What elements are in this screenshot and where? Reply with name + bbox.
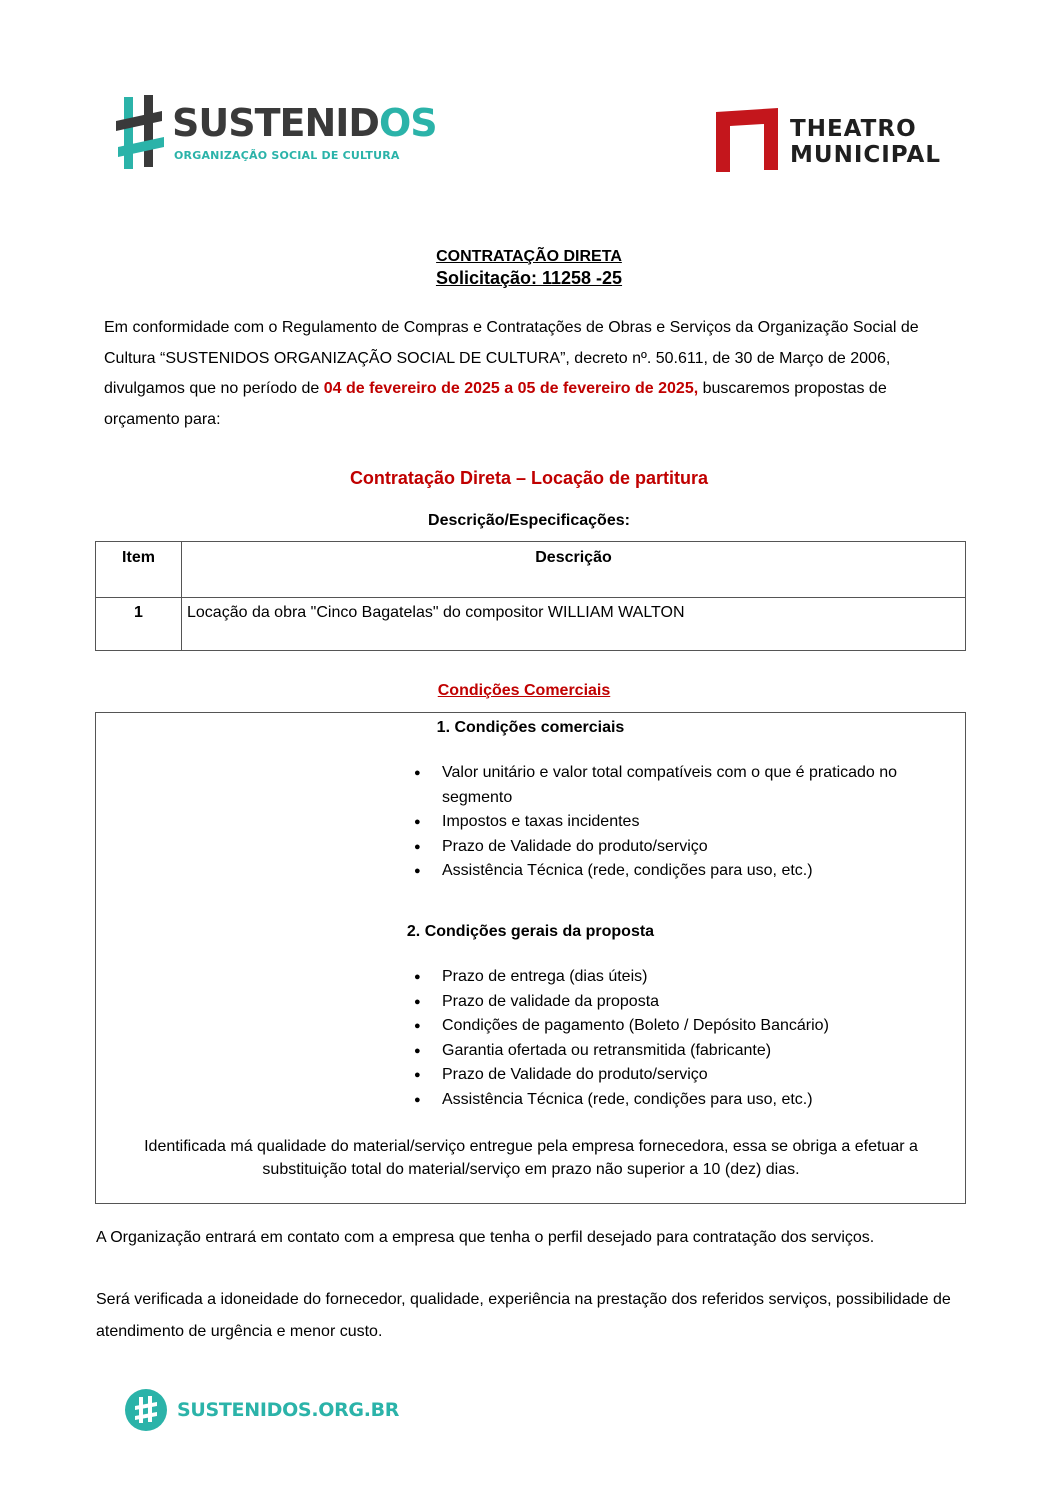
request-number: Solicitação: 11258 -25	[435, 268, 623, 288]
sustenidos-logo-name: SUSTENIDOS	[172, 101, 437, 145]
bullet-icon: ●	[414, 995, 421, 1008]
bullet-icon: ●	[414, 971, 421, 983]
intro-text-after: buscaremos propostas de orçamento para:	[104, 380, 887, 428]
commercial-list	[414, 761, 962, 884]
list-item: ● Garantia ofertada ou retransmitida (fabricante)	[442, 1039, 962, 1064]
table-header-row	[96, 542, 966, 598]
list-item: ● Prazo de entrega (dias úteis)	[442, 965, 962, 990]
list-item: ● Assistência Técnica (rede, condições para uso, etc.)	[442, 1088, 962, 1113]
bullet-icon: ●	[414, 1093, 421, 1106]
bullet-icon: ●	[414, 1069, 421, 1081]
sustenidos-logo-name-suffix: OS	[378, 101, 437, 145]
section-title: Contratação Direta – Locação de partitura	[349, 468, 709, 488]
list-item: ● Prazo de Validade do produto/serviço	[442, 1063, 962, 1088]
sustenidos-logo	[116, 95, 437, 171]
bullet-icon: ●	[414, 767, 421, 779]
closing-paragraph-2: Será verificada a idoneidade do fornecedor, qualidade, experiência na prestação dos referidos serviços, possibilidade de atendimento de urgência e menor custo.	[96, 1291, 951, 1340]
bullet-icon: ●	[414, 1044, 421, 1057]
row-item: 1	[96, 598, 182, 651]
items-table	[95, 541, 966, 651]
footer	[125, 1389, 400, 1433]
list-item: ● Valor unitário e valor total compatíveis com o que é praticado no segmento	[442, 761, 962, 810]
theatro-logo-line1: THEATRO	[790, 116, 917, 142]
general-heading: 2. Condições gerais da proposta	[406, 923, 655, 940]
quality-note: Identificada má qualidade do material/serviço entregue pela empresa fornecedora, essa se obriga a efetuar a substituição total do material/serviço em prazo não superior a 10 (dez) dias.	[144, 1138, 918, 1178]
theatro-municipal-logo	[716, 108, 956, 174]
intro-period: 04 de fevereiro de 2025 a 05 de fevereiro de 2025,	[323, 380, 699, 397]
sustenidos-logo-subtitle: ORGANIZAÇÃO SOCIAL DE CULTURA	[174, 149, 400, 162]
theatro-arch-icon	[716, 108, 780, 174]
footer-url[interactable]: SUSTENIDOS.ORG.BR	[177, 1399, 400, 1421]
list-item: ● Impostos e taxas incidentes	[442, 810, 962, 835]
intro-paragraph	[104, 313, 954, 435]
conditions-box	[95, 712, 966, 1204]
header-description: Descrição	[182, 542, 966, 598]
list-item: ● Prazo de Validade do produto/serviço	[442, 835, 962, 860]
list-item: ● Assistência Técnica (rede, condições para uso, etc.)	[442, 859, 962, 884]
bullet-icon: ●	[414, 1020, 421, 1032]
hashtag-logo-icon	[116, 95, 166, 171]
bullet-icon: ●	[414, 816, 421, 828]
specs-title: Descrição/Especificações:	[428, 512, 630, 529]
document-title: CONTRATAÇÃO DIRETA	[436, 248, 622, 265]
table-row	[96, 598, 966, 651]
row-description: Locação da obra "Cinco Bagatelas" do compositor WILLIAM WALTON	[182, 598, 966, 651]
theatro-logo-line2: MUNICIPAL	[790, 142, 942, 168]
conditions-title: Condições Comerciais	[437, 682, 611, 699]
bullet-icon: ●	[414, 865, 421, 877]
bullet-icon: ●	[414, 840, 421, 853]
closing-paragraph-1: A Organização entrará em contato com a empresa que tenha o perfil desejado para contratação dos serviços.	[96, 1229, 875, 1246]
commercial-heading: 1. Condições comerciais	[436, 719, 625, 736]
general-list	[414, 965, 962, 1112]
list-item: ● Condições de pagamento (Boleto / Depósito Bancário)	[442, 1014, 962, 1039]
header-item: Item	[96, 542, 182, 598]
intro-text-before: Em conformidade com o Regulamento de Compras e Contratações de Obras e Serviços da Organização Social de Cultura “SUSTENIDOS ORGANIZAÇÃO SOCIAL DE CULTURA”, decreto nº. 50.611, de 30 de Março de 2006, divulgamos que no período de	[104, 319, 919, 397]
footer-hashtag-icon	[125, 1389, 167, 1431]
list-item: ● Prazo de validade da proposta	[442, 990, 962, 1015]
